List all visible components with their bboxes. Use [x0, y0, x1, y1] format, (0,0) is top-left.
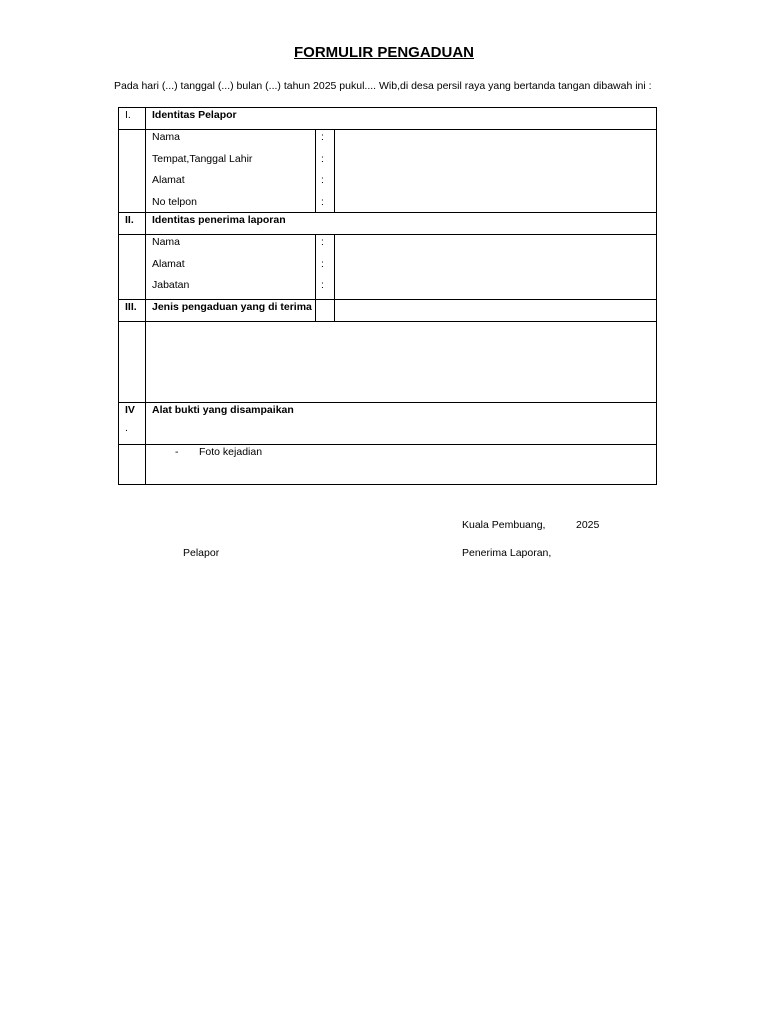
evidence-list [146, 445, 657, 485]
colon: : [321, 257, 324, 270]
field-label-alamat: Alamat [152, 174, 185, 187]
evidence-item-foto-kejadian: Foto kejadian [199, 446, 263, 459]
section-4-number [119, 403, 146, 445]
signature-receiver-label: Penerima Laporan, [462, 547, 552, 559]
colon: : [321, 279, 324, 292]
signature-reporter-label: Pelapor [183, 547, 220, 559]
section-1-heading: Identitas Pelapor [146, 108, 657, 130]
section-1-number: I. [119, 108, 146, 130]
section-2-fields-row [119, 235, 657, 300]
field-label-alamat: Alamat [152, 257, 185, 270]
field-label-no-telpon: No telpon [152, 196, 197, 209]
signature-year: 2025 [576, 519, 600, 531]
colon: : [321, 236, 324, 249]
signature-place: Kuala Pembuang, [462, 519, 546, 531]
list-bullet: - [175, 446, 179, 459]
colon: : [321, 174, 324, 187]
section-1-values[interactable] [335, 130, 657, 213]
section-1-fields-row [119, 130, 657, 213]
field-label-jabatan: Jabatan [152, 279, 190, 292]
field-label-nama: Nama [152, 131, 181, 143]
section-4-header-row [119, 403, 657, 445]
colon: : [321, 196, 324, 209]
intro-text: Pada hari (...) tanggal (...) bulan (...) tahun 2025 pukul.... Wib,di desa persil raya yang bertanda tangan dibawah ini : [114, 80, 652, 92]
section-3-header-row [119, 300, 657, 322]
section-1-number-blank [119, 130, 146, 213]
complaint-form-table [118, 107, 657, 485]
section-2-values[interactable] [335, 235, 657, 300]
section-4-number-suffix: . [125, 422, 128, 435]
field-label-tempat-tanggal-lahir: Tempat,Tanggal Lahir [152, 152, 253, 165]
section-3-colon-cell [316, 300, 335, 322]
section-1-labels [146, 130, 316, 213]
section-3-heading: Jenis pengaduan yang di terima [146, 300, 316, 322]
section-1-header-row [119, 108, 657, 130]
colon: : [321, 131, 324, 143]
section-2-header-row [119, 213, 657, 235]
field-label-nama: Nama [152, 236, 181, 249]
section-2-number-blank [119, 235, 146, 300]
section-3-number-blank [119, 322, 146, 403]
section-3-number: III. [119, 300, 146, 322]
section-4-number-blank [119, 445, 146, 485]
section-4-items-row [119, 445, 657, 485]
section-2-colons [316, 235, 335, 300]
section-3-value[interactable] [335, 300, 657, 322]
section-3-body-row [119, 322, 657, 403]
section-3-description-area[interactable] [146, 322, 657, 403]
section-2-heading: Identitas penerima laporan [146, 213, 657, 235]
section-4-heading: Alat bukti yang disampaikan [146, 403, 657, 445]
colon: : [321, 152, 324, 165]
section-2-labels [146, 235, 316, 300]
form-title: FORMULIR PENGADUAN [294, 44, 474, 61]
section-4-number-main: IV [125, 404, 135, 417]
section-2-number: II. [119, 213, 146, 235]
section-1-colons [316, 130, 335, 213]
